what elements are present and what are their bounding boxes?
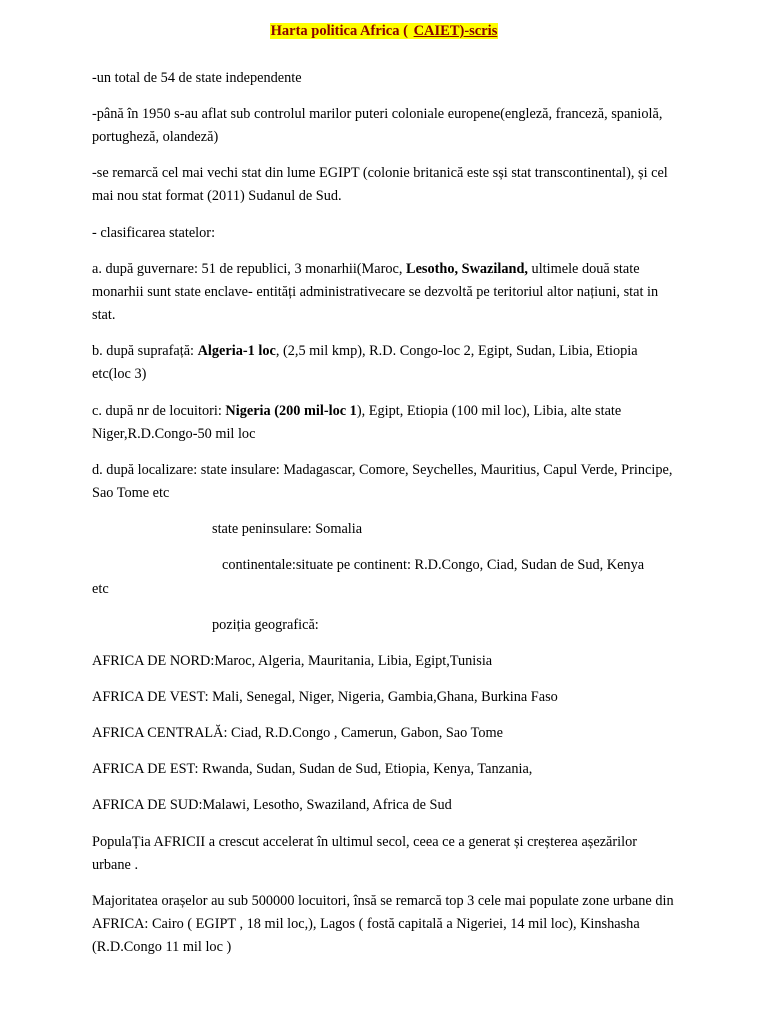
region-africa-de-vest: AFRICA DE VEST: Mali, Senegal, Niger, Nigeria, Gambia,Ghana, Burkina Faso [92,688,558,705]
continental-states-tail: etc [92,580,109,597]
paragraph-classification-a [92,258,676,327]
classification-a-bold: Lesotho, Swaziland, [406,260,528,277]
classification-a-part1: a. după guvernare: 51 de republici, 3 monarhii(Maroc, [92,260,407,277]
classification-b-part2: , (2,5 mil kmp), R.D. Congo-loc 2, Egipt, Sudan, Libia, Etiopia etc(loc 3) [92,343,638,383]
classification-a-part2: ultimele două state monarhii sunt state enclave- entități administrativecare se dezvoltă pe teritoriul altor națiuni, stat in stat. [92,260,659,324]
classification-b-bold: Algeria-1 loc [197,343,276,360]
paragraph-population-growth: PopulaȚia AFRICII a crescut accelerat în ultimul secol, ceea ce a generat și creșterea așezărilor urbane . [92,833,637,873]
paragraph-total-states: -un total de 54 de state independente [92,69,302,86]
paragraph-continental-states [92,554,676,600]
continental-states-text: continentale:situate pe continent: R.D.Congo, Ciad, Sudan de Sud, Kenya [222,557,645,574]
region-africa-de-sud: AFRICA DE SUD:Malawi, Lesotho, Swaziland, Africa de Sud [92,797,452,814]
region-africa-de-est: AFRICA DE EST: Rwanda, Sudan, Sudan de Sud, Etiopia, Kenya, Tanzania, [92,761,533,778]
classification-b-part1: b. după suprafață: [92,343,198,360]
classification-c-part2: ), Egipt, Etiopia (100 mil loc), Libia, alte state Niger,R.D.Congo-50 mil loc [92,402,622,442]
paragraph-classification-heading: - clasificarea statelor: [92,224,216,241]
page-title [92,22,676,41]
paragraph-peninsular-states: state peninsulare: Somalia [212,521,363,538]
paragraph-classification-d: d. după localizare: state insulare: Madagascar, Comore, Seychelles, Mauritius, Capul Verde, Principe, Sao Tome etc [92,461,673,502]
region-africa-de-nord: AFRICA DE NORD:Maroc, Algeria, Mauritania, Libia, Egipt,Tunisia [92,652,493,669]
paragraph-oldest-newest-state: -se remarcă cel mai vechi stat din lume EGIPT (colonie britanică este sși stat transcontinental), și cel mai nou stat format (2011) Sudanul de Sud. [92,165,668,205]
paragraph-classification-c [92,400,676,446]
paragraph-classification-b [92,340,676,386]
page-title-highlight: CAIET)-scris [413,23,498,39]
page-title-prefix: Harta politica Africa ( [270,23,412,39]
paragraph-urban-areas: Majoritatea orașelor au sub 500000 locuitori, însă se remarcă top 3 cele mai populate zone urbane din AFRICA: Cairo ( EGIPT , 18 mil loc,), Lagos ( fostă capitală a Nigeriei, 14 mil loc), Kinshasha (R.D.Congo 11 mil loc ) [92,892,674,956]
region-africa-centrala: AFRICA CENTRALĂ: Ciad, R.D.Congo , Camerun, Gabon, Sao Tome [92,725,503,742]
classification-c-part1: c. după nr de locuitori: [92,402,226,419]
paragraph-geographic-position: poziția geografică: [212,616,319,633]
classification-c-bold: Nigeria (200 mil-loc 1 [225,402,357,419]
paragraph-colonial-control: -până în 1950 s-au aflat sub controlul marilor puteri coloniale europene(engleză, franceză, spaniolă, portugheză, olandeză) [92,106,663,146]
